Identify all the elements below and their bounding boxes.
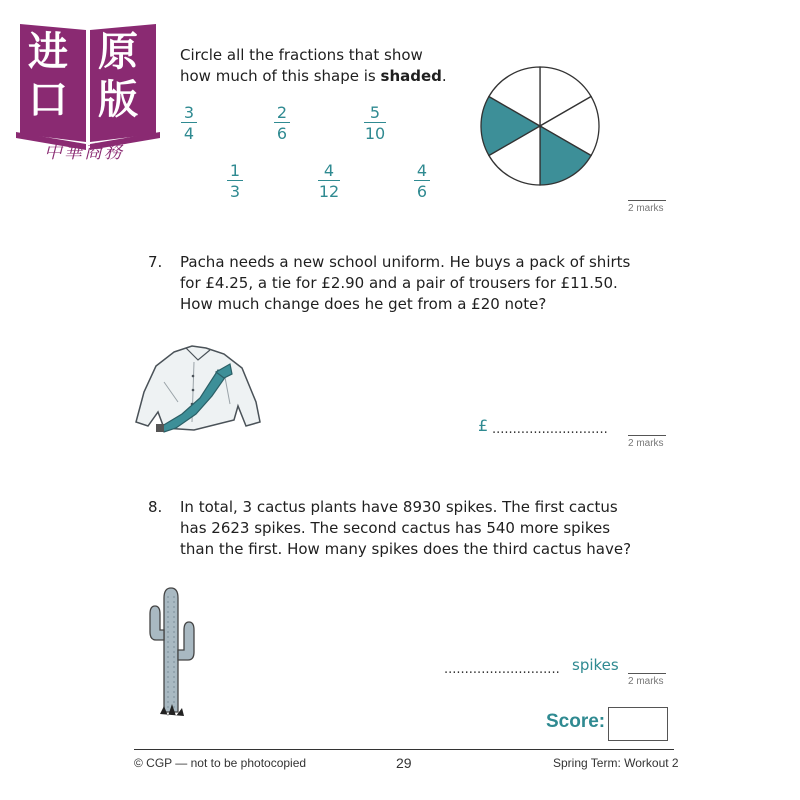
q8-marks-line [628, 673, 666, 674]
q7-line: How much change does he get from a £20 note? [180, 295, 547, 313]
q7-marks-line [628, 435, 666, 436]
q6-instruction [180, 45, 470, 87]
q7-answer-field[interactable]: ............................ [492, 422, 608, 437]
badge-char-jin: 进 [28, 28, 68, 75]
fraction-numerator: 4 [323, 161, 335, 180]
q7-currency-symbol: £ [478, 416, 489, 435]
q7-line: for £4.25, a tie for £2.90 and a pair of trousers for £11.50. [180, 274, 618, 292]
fraction-numerator: 3 [183, 103, 195, 122]
fraction-option[interactable] [269, 104, 295, 142]
fraction-numerator: 1 [229, 161, 241, 180]
q8-line: In total, 3 cactus plants have 8930 spikes. The first cactus [180, 498, 618, 516]
q7-line: Pacha needs a new school uniform. He buys a pack of shirts [180, 253, 631, 271]
q8-marks: 2 marks [628, 676, 664, 687]
fraction-option[interactable] [361, 104, 389, 142]
fraction-numerator: 5 [369, 103, 381, 122]
q6-line2-pre: how much of this shape is [180, 67, 381, 85]
q8-line: than the first. How many spikes does the third cactus have? [180, 540, 632, 558]
fraction-option[interactable] [176, 104, 202, 142]
q7-marks: 2 marks [628, 438, 664, 449]
q8-text [180, 497, 640, 560]
q6-line2 [180, 66, 470, 87]
score-label: Score: [546, 711, 606, 732]
q7-number: 7. [148, 253, 163, 271]
badge-char-yuan: 原 [98, 28, 138, 75]
q8-unit-label: spikes [572, 656, 619, 674]
footer-divider [134, 749, 674, 750]
q6-line1: Circle all the fractions that show [180, 46, 423, 64]
fraction-numerator: 4 [416, 161, 428, 180]
fraction-denominator: 12 [318, 182, 340, 201]
fraction-denominator: 10 [364, 124, 386, 143]
fraction-option[interactable] [409, 162, 435, 200]
badge-char-ban: 版 [98, 76, 138, 123]
fraction-numerator: 2 [276, 103, 288, 122]
q7-text [180, 252, 640, 315]
badge-char-kou: 口 [28, 76, 68, 123]
publisher-badge [14, 14, 162, 164]
score-box[interactable] [608, 707, 668, 741]
footer-copyright: © CGP — not to be photocopied [134, 756, 307, 770]
q6-marks-line [628, 200, 666, 201]
fraction-denominator: 6 [416, 182, 428, 201]
fraction-denominator: 3 [229, 182, 241, 201]
shirt-and-tie-illustration [134, 342, 264, 434]
fraction-option[interactable] [315, 162, 343, 200]
cactus-illustration [146, 584, 206, 720]
fraction-denominator: 4 [183, 124, 195, 143]
page-number: 29 [396, 755, 412, 771]
badge-subtitle: 中華商務 [44, 142, 124, 163]
q8-line: has 2623 spikes. The second cactus has 540 more spikes [180, 519, 611, 537]
q6-shaded-word: shaded [380, 67, 442, 85]
fraction-denominator: 6 [276, 124, 288, 143]
fraction-option[interactable] [222, 162, 248, 200]
q6-line2-post: . [441, 67, 447, 85]
q6-marks: 2 marks [628, 203, 664, 214]
shaded-circle-shape [478, 64, 602, 188]
footer-section-title: Spring Term: Workout 2 [553, 756, 679, 770]
q8-answer-field[interactable]: ............................ [444, 662, 560, 677]
pie-group [481, 67, 599, 185]
q8-number: 8. [148, 498, 163, 516]
